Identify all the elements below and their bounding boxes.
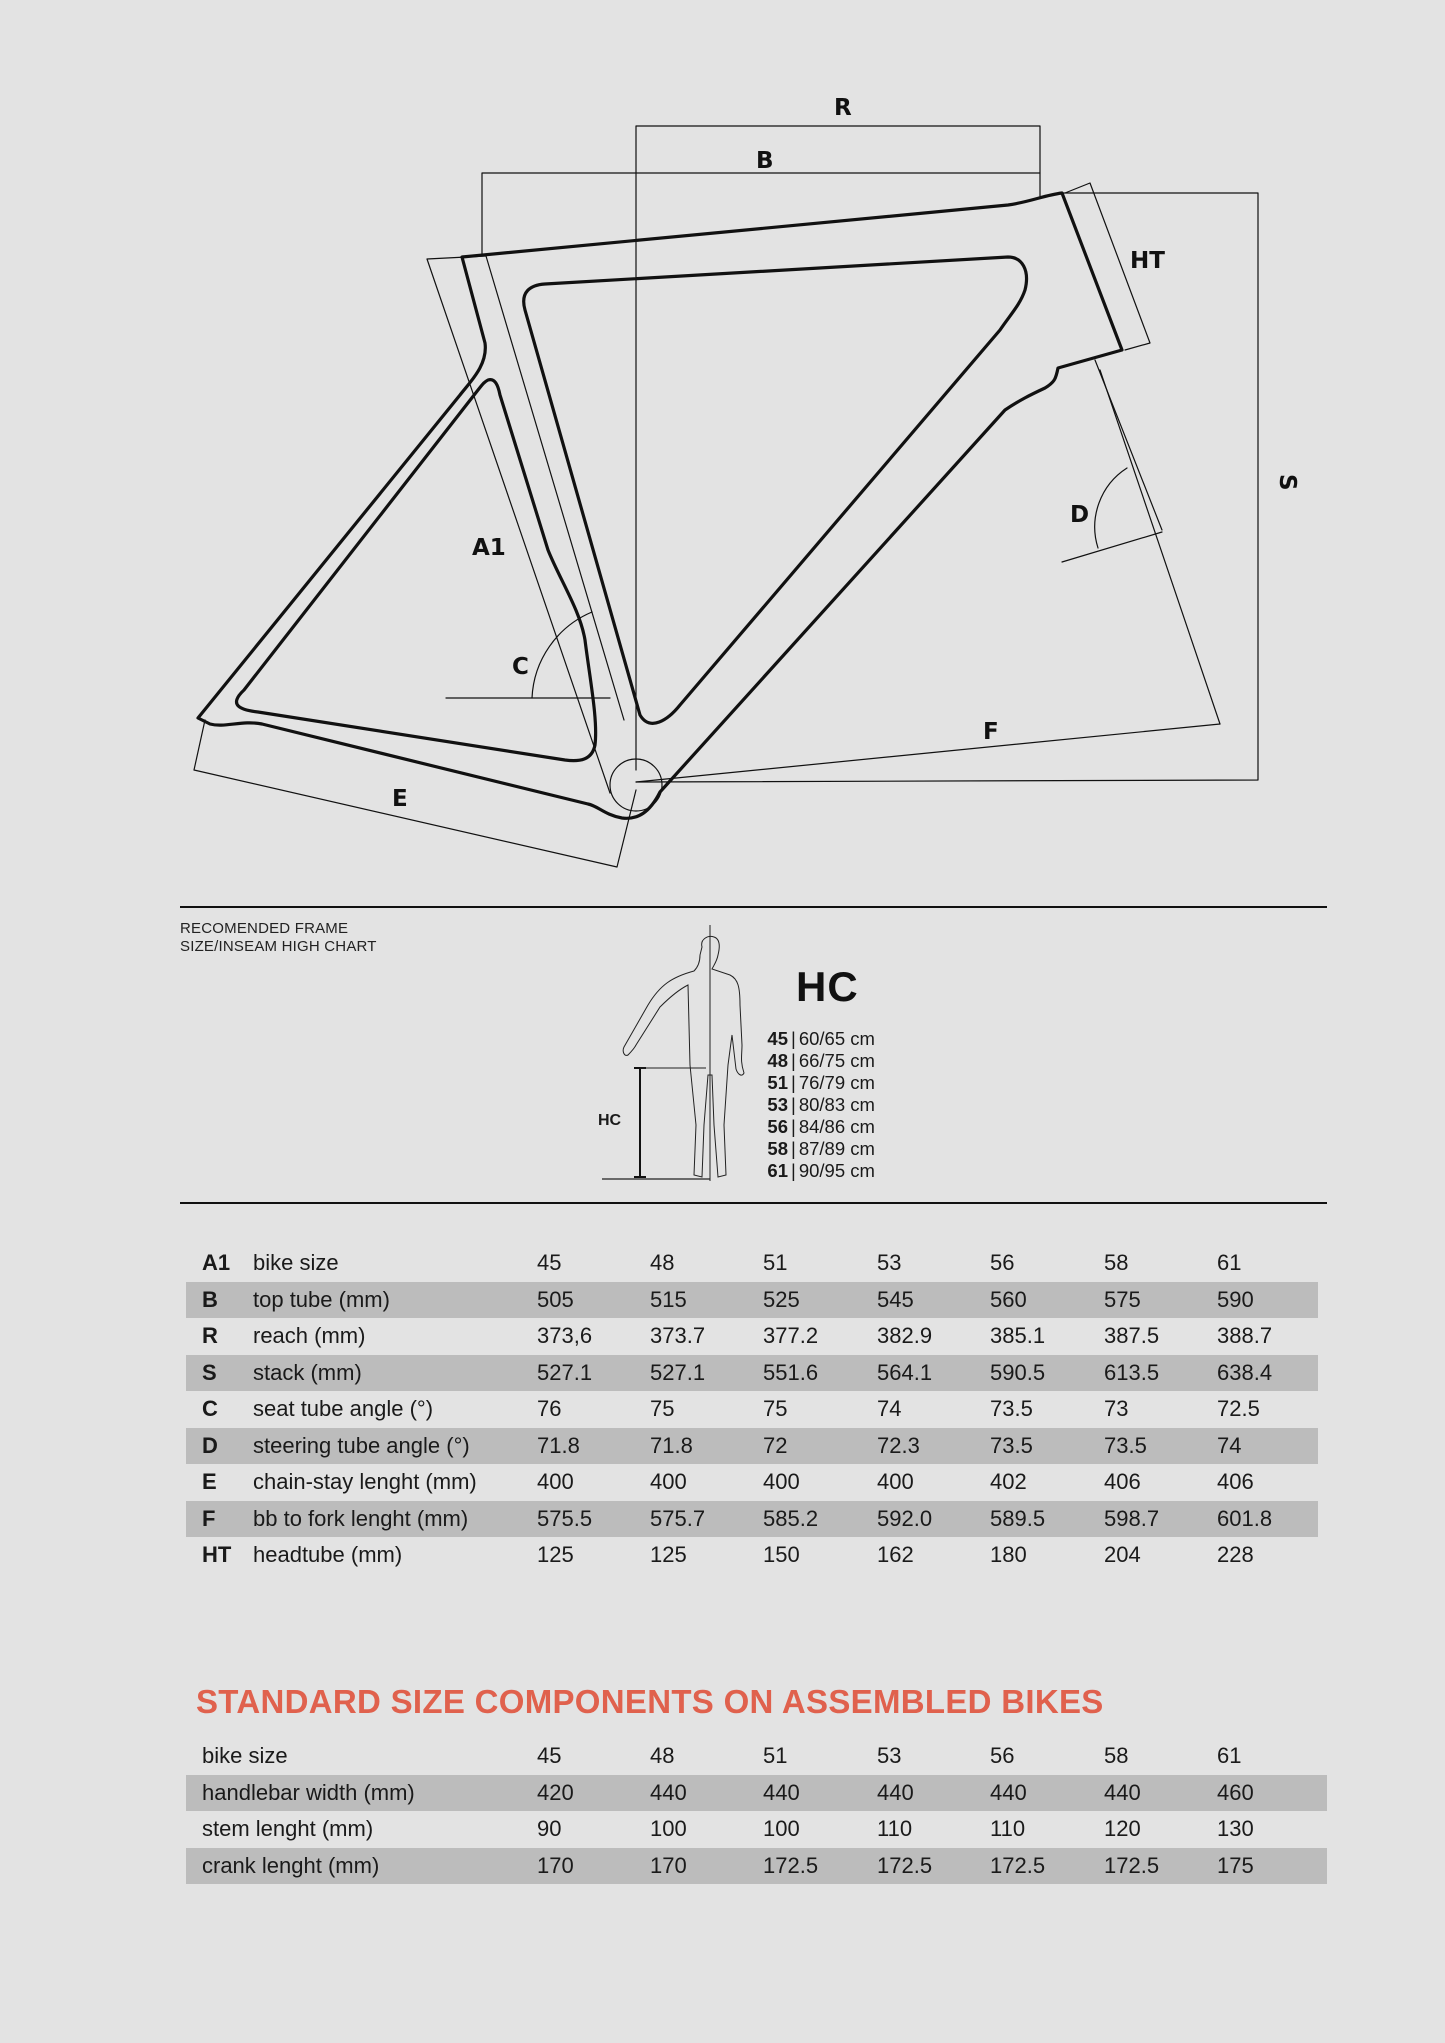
table-cell: 585.2 xyxy=(763,1505,819,1531)
hc-figure-label: HC xyxy=(598,1112,622,1129)
table-cell: 402 xyxy=(990,1469,1027,1495)
table-cell: 76 xyxy=(537,1396,562,1422)
table-cell: 406 xyxy=(1217,1469,1254,1495)
table-cell: 420 xyxy=(537,1779,574,1805)
table-row xyxy=(186,1537,1318,1574)
note-line-2: SIZE/INSEAM HIGH CHART xyxy=(180,938,377,955)
divider-bottom xyxy=(180,1202,1327,1204)
frame-geometry-diagram xyxy=(0,0,1445,890)
table-cell: 45 xyxy=(537,1250,562,1276)
table-cell: 589.5 xyxy=(990,1505,1046,1531)
dimension-name: bb to fork lenght (mm) xyxy=(253,1505,469,1531)
table-cell: 440 xyxy=(877,1779,914,1805)
table-cell: 590 xyxy=(1217,1286,1254,1312)
table-cell: 400 xyxy=(877,1469,914,1495)
table-row xyxy=(186,1775,1327,1812)
table-cell: 228 xyxy=(1217,1542,1254,1568)
table-cell: 170 xyxy=(650,1852,687,1878)
recommended-size-note xyxy=(180,920,377,956)
table-cell: 460 xyxy=(1217,1779,1254,1805)
table-row xyxy=(186,1811,1327,1848)
table-cell: 400 xyxy=(650,1469,687,1495)
table-cell: 110 xyxy=(877,1816,913,1842)
dimension-code: B xyxy=(202,1286,218,1312)
table-cell: 545 xyxy=(877,1286,914,1312)
inseam-range: 90/95 cm xyxy=(798,1160,875,1181)
table-cell: 575 xyxy=(1104,1286,1141,1312)
note-line-1: RECOMENDED FRAME xyxy=(180,920,349,937)
dimension-name: stack (mm) xyxy=(253,1359,362,1385)
dimension-code: E xyxy=(202,1469,217,1495)
inseam-list xyxy=(752,1028,875,1182)
table-cell: 406 xyxy=(1104,1469,1141,1495)
dimension-code: C xyxy=(202,1396,218,1422)
table-cell: 100 xyxy=(650,1816,687,1842)
inseam-range: 80/83 cm xyxy=(798,1094,875,1115)
dimension-name: chain-stay lenght (mm) xyxy=(253,1469,477,1495)
table-cell: 377.2 xyxy=(763,1323,819,1349)
inseam-row: 53 | 80/83 cm xyxy=(752,1094,875,1116)
table-cell: 440 xyxy=(1104,1779,1141,1805)
table-cell: 162 xyxy=(877,1542,914,1568)
table-cell: 56 xyxy=(990,1250,1015,1276)
table-cell: 385.1 xyxy=(990,1323,1046,1349)
table-cell: 56 xyxy=(990,1743,1015,1769)
label-B: B xyxy=(756,148,774,174)
table-cell: 613.5 xyxy=(1104,1359,1160,1385)
inseam-size: 48 xyxy=(767,1050,788,1071)
dimension-code: HT xyxy=(202,1542,232,1568)
table-cell: 51 xyxy=(763,1743,788,1769)
component-name: bike size xyxy=(202,1743,288,1769)
dimension-name: steering tube angle (°) xyxy=(253,1432,470,1458)
inseam-size: 61 xyxy=(767,1160,788,1181)
table-cell: 575.7 xyxy=(650,1505,706,1531)
inseam-size: 56 xyxy=(767,1116,788,1137)
dimension-labels xyxy=(392,95,1300,812)
label-C: C xyxy=(512,654,529,680)
table-cell: 373.7 xyxy=(650,1323,706,1349)
label-S: S xyxy=(1274,474,1300,491)
table-cell: 440 xyxy=(650,1779,687,1805)
table-cell: 45 xyxy=(537,1743,562,1769)
dimension-code: F xyxy=(202,1505,216,1531)
table-cell: 71.8 xyxy=(650,1432,693,1458)
table-cell: 387.5 xyxy=(1104,1323,1160,1349)
dimension-name: reach (mm) xyxy=(253,1323,366,1349)
label-D: D xyxy=(1070,502,1090,528)
table-row xyxy=(186,1464,1318,1501)
table-cell: 150 xyxy=(763,1542,800,1568)
table-cell: 72.3 xyxy=(877,1432,920,1458)
table-cell: 71.8 xyxy=(537,1432,580,1458)
table-cell: 638.4 xyxy=(1217,1359,1273,1385)
table-row xyxy=(186,1501,1318,1538)
table-cell: 527.1 xyxy=(650,1359,706,1385)
table-cell: 61 xyxy=(1217,1743,1242,1769)
table-cell: 74 xyxy=(877,1396,902,1422)
dimension-code: S xyxy=(202,1359,217,1385)
dimension-name: seat tube angle (°) xyxy=(253,1396,434,1422)
inseam-size: 58 xyxy=(767,1138,788,1159)
inseam-row: 61 | 90/95 cm xyxy=(752,1160,875,1182)
table-cell: 73.5 xyxy=(1104,1432,1147,1458)
table-cell: 170 xyxy=(537,1852,574,1878)
table-cell: 440 xyxy=(763,1779,800,1805)
dimension-name: headtube (mm) xyxy=(253,1542,403,1568)
table-cell: 400 xyxy=(763,1469,800,1495)
inseam-row: 45 | 60/65 cm xyxy=(752,1028,875,1050)
table-cell: 48 xyxy=(650,1250,675,1276)
table-cell: 53 xyxy=(877,1743,902,1769)
table-cell: 204 xyxy=(1104,1542,1141,1568)
geometry-table xyxy=(186,1245,1318,1574)
human-figure-icon xyxy=(590,925,770,1185)
table-cell: 53 xyxy=(877,1250,902,1276)
table-cell: 598.7 xyxy=(1104,1505,1160,1531)
table-cell: 172.5 xyxy=(763,1852,819,1878)
table-cell: 172.5 xyxy=(877,1852,933,1878)
table-cell: 592.0 xyxy=(877,1505,933,1531)
table-row xyxy=(186,1318,1318,1355)
dimension-lines xyxy=(194,126,1258,867)
dimension-code: A1 xyxy=(202,1250,231,1276)
dimension-code: D xyxy=(202,1432,218,1458)
inseam-row: 51 | 76/79 cm xyxy=(752,1072,875,1094)
table-cell: 515 xyxy=(650,1286,687,1312)
inseam-row: 48 | 66/75 cm xyxy=(752,1050,875,1072)
label-R: R xyxy=(834,95,852,121)
table-cell: 440 xyxy=(990,1779,1027,1805)
table-cell: 74 xyxy=(1217,1432,1242,1458)
label-HT: HT xyxy=(1130,248,1165,274)
table-row xyxy=(186,1738,1327,1775)
table-cell: 382.9 xyxy=(877,1323,933,1349)
table-cell: 564.1 xyxy=(877,1359,933,1385)
inseam-row: 56 | 84/86 cm xyxy=(752,1116,875,1138)
table-cell: 172.5 xyxy=(1104,1852,1160,1878)
inseam-row: 58 | 87/89 cm xyxy=(752,1138,875,1160)
table-cell: 75 xyxy=(650,1396,675,1422)
inseam-range: 60/65 cm xyxy=(798,1028,875,1049)
table-cell: 110 xyxy=(990,1816,1026,1842)
components-title: STANDARD SIZE COMPONENTS ON ASSEMBLED BIKES xyxy=(196,1683,1104,1720)
table-cell: 61 xyxy=(1217,1250,1242,1276)
inseam-range: 84/86 cm xyxy=(798,1116,875,1137)
table-cell: 590.5 xyxy=(990,1359,1046,1385)
label-F: F xyxy=(983,719,999,745)
dimension-name: bike size xyxy=(253,1250,339,1276)
table-cell: 120 xyxy=(1104,1816,1141,1842)
table-cell: 51 xyxy=(763,1250,788,1276)
component-name: stem lenght (mm) xyxy=(202,1816,374,1842)
table-cell: 90 xyxy=(537,1816,562,1842)
inseam-range: 76/79 cm xyxy=(798,1072,875,1093)
table-cell: 551.6 xyxy=(763,1359,819,1385)
label-A1: A1 xyxy=(472,535,506,561)
components-table xyxy=(186,1738,1327,1884)
table-cell: 100 xyxy=(763,1816,800,1842)
table-cell: 400 xyxy=(537,1469,574,1495)
table-cell: 388.7 xyxy=(1217,1323,1273,1349)
hc-title: HC xyxy=(796,963,859,1010)
table-cell: 130 xyxy=(1217,1816,1254,1842)
table-cell: 48 xyxy=(650,1743,675,1769)
component-name: handlebar width (mm) xyxy=(202,1779,415,1805)
table-cell: 505 xyxy=(537,1286,574,1312)
table-cell: 527.1 xyxy=(537,1359,593,1385)
table-cell: 575.5 xyxy=(537,1505,593,1531)
table-cell: 73.5 xyxy=(990,1432,1033,1458)
divider-top xyxy=(180,906,1327,908)
table-row xyxy=(186,1355,1318,1392)
inseam-range: 87/89 cm xyxy=(798,1138,875,1159)
table-row xyxy=(186,1391,1318,1428)
table-cell: 125 xyxy=(537,1542,574,1568)
table-row xyxy=(186,1848,1327,1885)
table-row xyxy=(186,1245,1318,1282)
table-cell: 560 xyxy=(990,1286,1027,1312)
label-E: E xyxy=(392,786,408,812)
table-cell: 58 xyxy=(1104,1743,1129,1769)
table-row xyxy=(186,1428,1318,1465)
table-cell: 180 xyxy=(990,1542,1027,1568)
table-cell: 373,6 xyxy=(537,1323,593,1349)
inseam-size: 51 xyxy=(767,1072,788,1093)
table-cell: 58 xyxy=(1104,1250,1129,1276)
inseam-size: 53 xyxy=(767,1094,788,1115)
table-cell: 73 xyxy=(1104,1396,1129,1422)
table-cell: 175 xyxy=(1217,1852,1254,1878)
table-cell: 72 xyxy=(763,1432,788,1458)
dimension-code: R xyxy=(202,1323,218,1349)
table-cell: 73.5 xyxy=(990,1396,1033,1422)
dimension-name: top tube (mm) xyxy=(253,1286,390,1312)
inseam-range: 66/75 cm xyxy=(798,1050,875,1071)
table-cell: 75 xyxy=(763,1396,788,1422)
component-name: crank lenght (mm) xyxy=(202,1852,380,1878)
table-cell: 172.5 xyxy=(990,1852,1046,1878)
table-row xyxy=(186,1282,1318,1319)
inseam-size: 45 xyxy=(767,1028,788,1049)
table-cell: 125 xyxy=(650,1542,687,1568)
table-cell: 601.8 xyxy=(1217,1505,1273,1531)
table-cell: 72.5 xyxy=(1217,1396,1260,1422)
table-cell: 525 xyxy=(763,1286,800,1312)
